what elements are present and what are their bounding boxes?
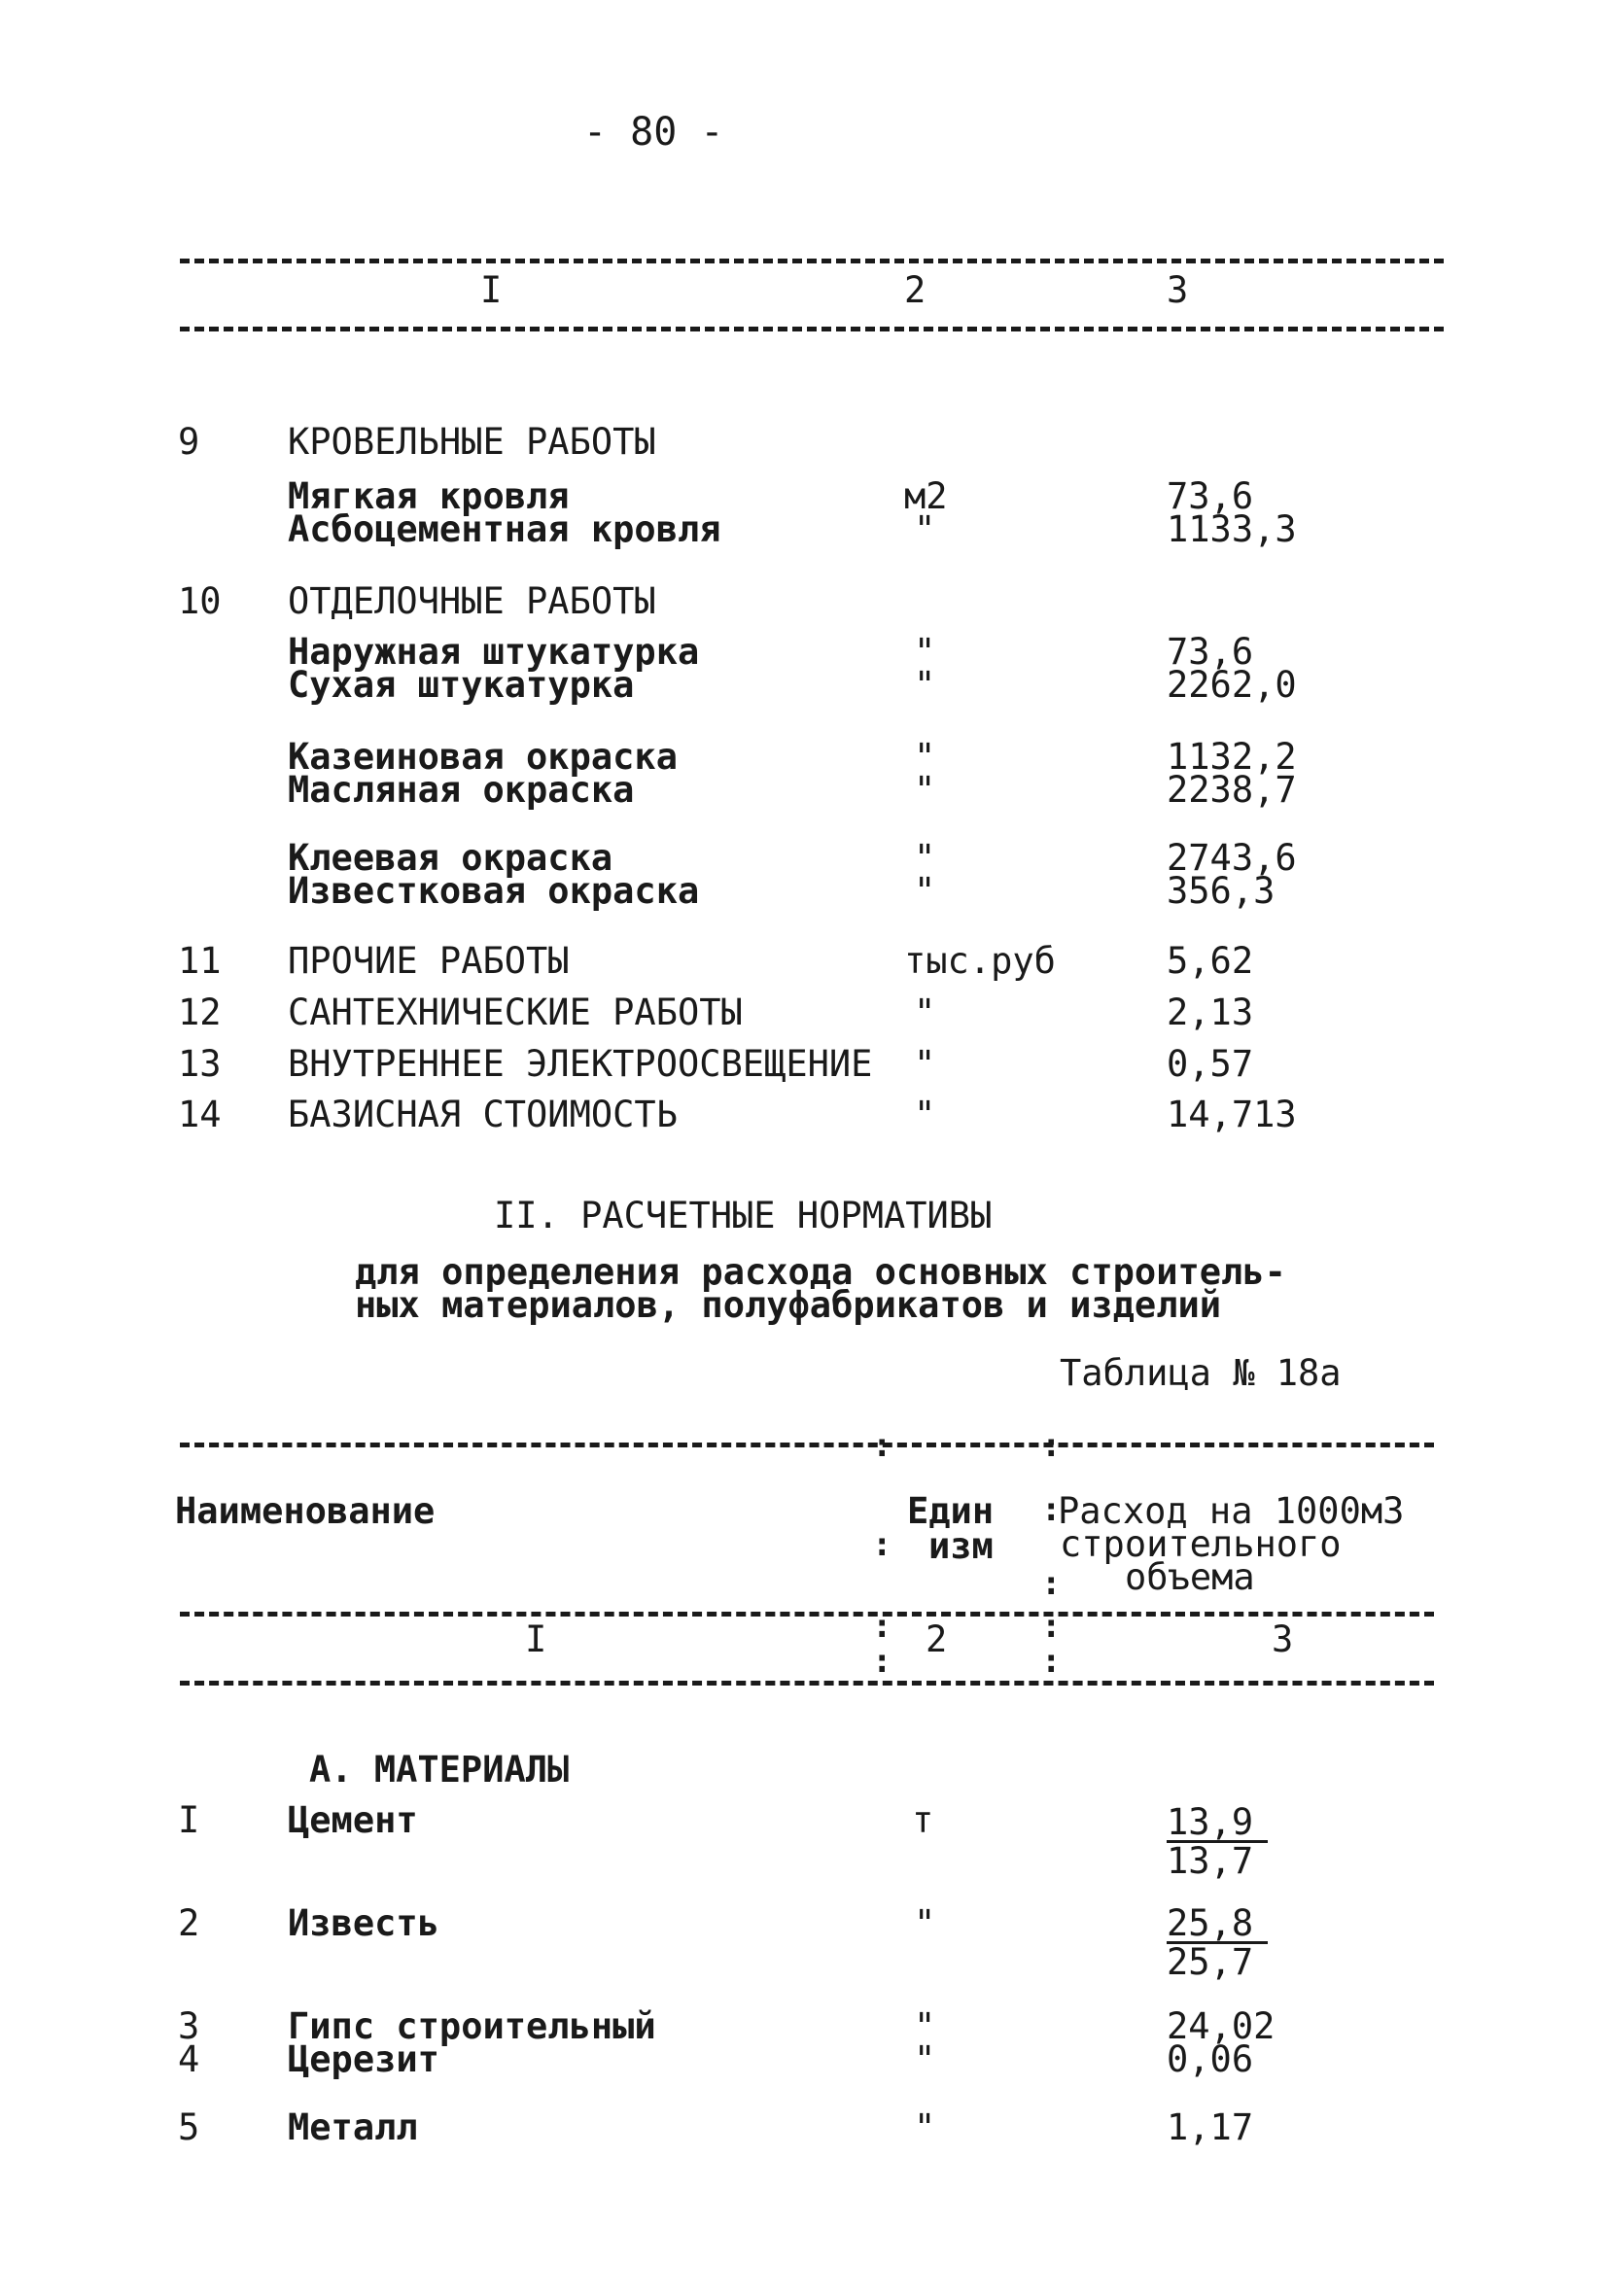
row-number: 14	[178, 1094, 222, 1135]
item-value: 1,17	[1167, 2106, 1254, 2148]
column-number: 3	[1272, 1618, 1294, 1660]
item-name: Известь	[288, 1902, 439, 1944]
row-number: 2	[178, 1902, 200, 1944]
item-unit: "	[914, 1094, 936, 1135]
item-name: Асбоцементная кровля	[288, 508, 721, 550]
header-consumption: Расход на 1000м3	[1058, 1490, 1405, 1532]
section-title: II. РАСЧЕТНЫЕ НОРМАТИВЫ	[494, 1195, 993, 1236]
row-number: 3	[178, 2005, 200, 2047]
column-number: I	[480, 269, 503, 311]
item-value: 73,6	[1167, 475, 1254, 517]
row-number: 10	[178, 580, 222, 622]
section-heading: ОТДЕЛОЧНЫЕ РАБОТЫ	[288, 580, 656, 622]
table-rule	[180, 1612, 1434, 1617]
item-unit: "	[914, 2038, 936, 2080]
item-name: Мягкая кровля	[288, 475, 570, 517]
item-unit: "	[914, 1902, 936, 1944]
item-name: Наружная штукатурка	[288, 631, 700, 673]
item-unit: "	[914, 736, 936, 778]
value-numerator: 13,9	[1167, 1804, 1268, 1843]
item-unit: "	[914, 870, 936, 912]
item-value: 356,3	[1167, 870, 1276, 912]
column-separator: :	[872, 1525, 892, 1564]
section-heading: КРОВЕЛЬНЫЕ РАБОТЫ	[288, 421, 656, 463]
item-value: 73,6	[1167, 631, 1254, 673]
section-heading: БАЗИСНАЯ СТОИМОСТЬ	[288, 1094, 678, 1135]
value-denominator: 13,7	[1167, 1840, 1254, 1882]
column-separator: :	[1041, 1642, 1062, 1681]
item-name: Цемент	[288, 1799, 418, 1841]
header-consumption: объема	[1125, 1556, 1255, 1598]
column-separator: :	[872, 1607, 892, 1646]
header-unit: Един	[907, 1490, 995, 1532]
row-number: 5	[178, 2106, 200, 2148]
item-name: Сухая штукатурка	[288, 664, 635, 706]
item-value: 5,62	[1167, 940, 1254, 982]
value-denominator: 25,7	[1167, 1941, 1254, 1983]
item-name: Известковая окраска	[288, 870, 700, 912]
row-number: 4	[178, 2038, 200, 2080]
item-unit: т	[912, 1799, 934, 1841]
column-separator: :	[872, 1426, 892, 1465]
column-separator: :	[1041, 1426, 1062, 1465]
column-number: 3	[1167, 269, 1189, 311]
section-heading: ВНУТРЕННЕЕ ЭЛЕКТРООСВЕЩЕНИЕ	[288, 1043, 873, 1085]
section-subtitle: ных материалов, полуфабрикатов и изделий	[355, 1284, 1222, 1326]
item-value: 0,06	[1167, 2038, 1254, 2080]
row-number: 9	[178, 421, 200, 463]
section-heading: ПРОЧИЕ РАБОТЫ	[288, 940, 570, 982]
item-value: 2262,0	[1167, 664, 1297, 706]
item-name: Клеевая окраска	[288, 837, 613, 879]
item-unit: "	[914, 991, 936, 1033]
item-name: Металл	[288, 2106, 418, 2148]
item-value: 14,713	[1167, 1094, 1297, 1135]
section-heading: САНТЕХНИЧЕСКИЕ РАБОТЫ	[288, 991, 743, 1033]
table-label: Таблица № 18а	[1060, 1352, 1342, 1394]
item-value: 2,13	[1167, 991, 1254, 1033]
row-number: I	[178, 1799, 200, 1841]
item-value-fraction	[1167, 1902, 1268, 1983]
column-separator: :	[1041, 1607, 1062, 1646]
item-unit: м2	[904, 475, 948, 517]
column-number: 2	[904, 269, 926, 311]
column-separator: :	[1041, 1490, 1062, 1529]
table-rule	[180, 1681, 1434, 1686]
group-title: А. МАТЕРИАЛЫ	[309, 1749, 570, 1791]
item-value: 2238,7	[1167, 769, 1297, 811]
item-name: Гипс строительный	[288, 2005, 656, 2047]
item-unit: "	[914, 631, 936, 673]
item-unit: "	[914, 769, 936, 811]
item-value-fraction	[1167, 1801, 1268, 1882]
item-value: 24,02	[1167, 2005, 1276, 2047]
item-value: 1132,2	[1167, 736, 1297, 778]
table-rule	[180, 327, 1444, 331]
value-numerator: 25,8	[1167, 1905, 1268, 1944]
item-value: 1133,3	[1167, 508, 1297, 550]
row-number: 13	[178, 1043, 222, 1085]
item-unit: "	[914, 1043, 936, 1085]
item-value: 2743,6	[1167, 837, 1297, 879]
item-value: 0,57	[1167, 1043, 1254, 1085]
item-unit: "	[914, 2005, 936, 2047]
table-rule	[180, 1443, 1434, 1447]
table-rule	[180, 259, 1444, 263]
section-subtitle: для определения расхода основных строитель-	[355, 1251, 1286, 1293]
header-name: Наименование	[175, 1490, 436, 1532]
item-unit: "	[914, 2106, 936, 2148]
item-name: Церезит	[288, 2038, 439, 2080]
column-separator: :	[872, 1642, 892, 1681]
column-separator: :	[1041, 1564, 1062, 1603]
item-name: Казеиновая окраска	[288, 736, 678, 778]
header-consumption: строительного	[1060, 1523, 1342, 1565]
row-number: 12	[178, 991, 222, 1033]
item-unit: "	[914, 664, 936, 706]
item-unit: "	[914, 837, 936, 879]
page-number: - 80 -	[583, 110, 724, 155]
item-name: Масляная окраска	[288, 769, 635, 811]
item-unit: тыс.руб	[904, 940, 1056, 982]
column-number: 2	[926, 1618, 948, 1660]
row-number: 11	[178, 940, 222, 982]
item-unit: "	[914, 508, 936, 550]
header-unit: изм	[928, 1525, 994, 1567]
column-number: I	[525, 1618, 547, 1660]
